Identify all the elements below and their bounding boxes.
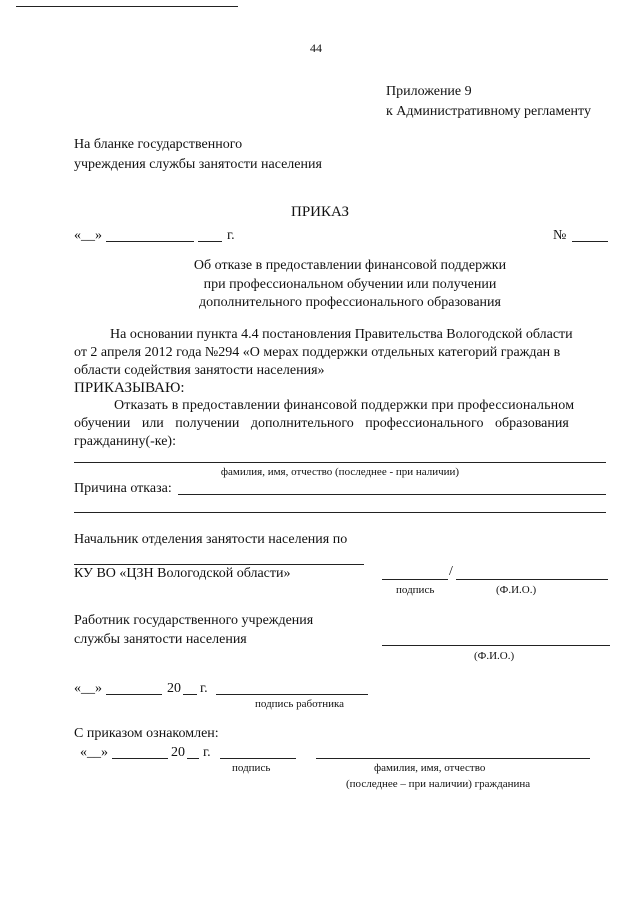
order-title: ПРИКАЗ [291,204,349,220]
appendix-line1: Приложение 9 [386,84,472,99]
worker-year-blank [183,694,197,695]
refuse-line2: обучении или получении дополнительного профессионального образования [74,416,569,431]
worker-date-century: 20 [167,681,181,696]
reason-line2 [74,512,606,513]
refuse-line3: гражданину(-ке): [74,434,176,449]
basis-line2: от 2 апреля 2012 года №294 «О мерах поддержки отдельных категорий граждан в [74,345,561,360]
worker-fio-line [382,645,610,646]
reason-line1 [178,494,606,495]
acquainted-label: С приказом ознакомлен: [74,726,219,741]
basis-line3: области содействия занятости населения» [74,363,325,378]
subject-line3: дополнительного профессионального образования [199,295,501,310]
worker-line1: Работник государственного учреждения [74,613,314,628]
worker-fio-caption: (Ф.И.О.) [474,650,515,662]
order-date-blank [106,241,194,242]
worker-date-blank [106,694,162,695]
worker-signature-caption: подпись работника [255,698,345,710]
acquainted-fio-caption-line2: (последнее – при наличии) гражданина [346,778,531,790]
acquainted-date-blank [112,758,168,759]
chief-slash: / [449,564,453,579]
chief-signature-caption: подпись [396,584,435,596]
chief-fio-line [456,579,608,580]
page-number: 44 [310,41,322,55]
chief-line1: Начальник отделения занятости населения по [74,532,348,547]
chief-signature-line [382,579,448,580]
chief-fio-caption: (Ф.И.О.) [496,584,537,596]
order-word: ПРИКАЗЫВАЮ: [74,380,185,396]
acquainted-fio-caption-line1: фамилия, имя, отчество [374,762,486,774]
acquainted-century: 20 [171,745,185,760]
worker-year-suffix: г. [200,681,208,696]
acquainted-year-blank [187,758,199,759]
reason-label: Причина отказа: [74,481,172,496]
acquainted-date-open: «__» [80,745,108,760]
worker-line2: службы занятости населения [74,632,247,647]
fio-caption: фамилия, имя, отчество (последнее - при наличии) [220,466,460,478]
chief-dept-line [74,564,364,565]
acquainted-signature-line [220,758,296,759]
top-rule [16,6,238,7]
blank-note-line2: учреждения службы занятости населения [74,157,322,172]
order-number-blank [572,241,608,242]
subject-line1: Об отказе в предоставлении финансовой поддержки [193,258,507,273]
citizen-name-line [74,462,606,463]
worker-date-open: «__» [74,681,102,696]
worker-signature-line [216,694,368,695]
appendix-line2: к Административному регламенту [386,104,591,119]
refuse-line1: Отказать в предоставлении финансовой поддержки при профессиональном [114,398,575,413]
acquainted-year-suffix: г. [203,745,211,760]
order-year-blank [198,241,222,242]
blank-note-line1: На бланке государственного [74,137,243,152]
acquainted-signature-caption: подпись [232,762,271,774]
subject-line2: при профессиональном обучении или получении [203,277,497,292]
order-date-open: «__» [74,228,102,243]
chief-line2: КУ ВО «ЦЗН Вологодской области» [74,566,291,581]
basis-line1: На основании пункта 4.4 постановления Правительства Вологодской области [110,327,573,342]
acquainted-fio-line [316,758,590,759]
order-year-suffix: г. [227,228,235,243]
order-number-label: № [553,228,567,243]
